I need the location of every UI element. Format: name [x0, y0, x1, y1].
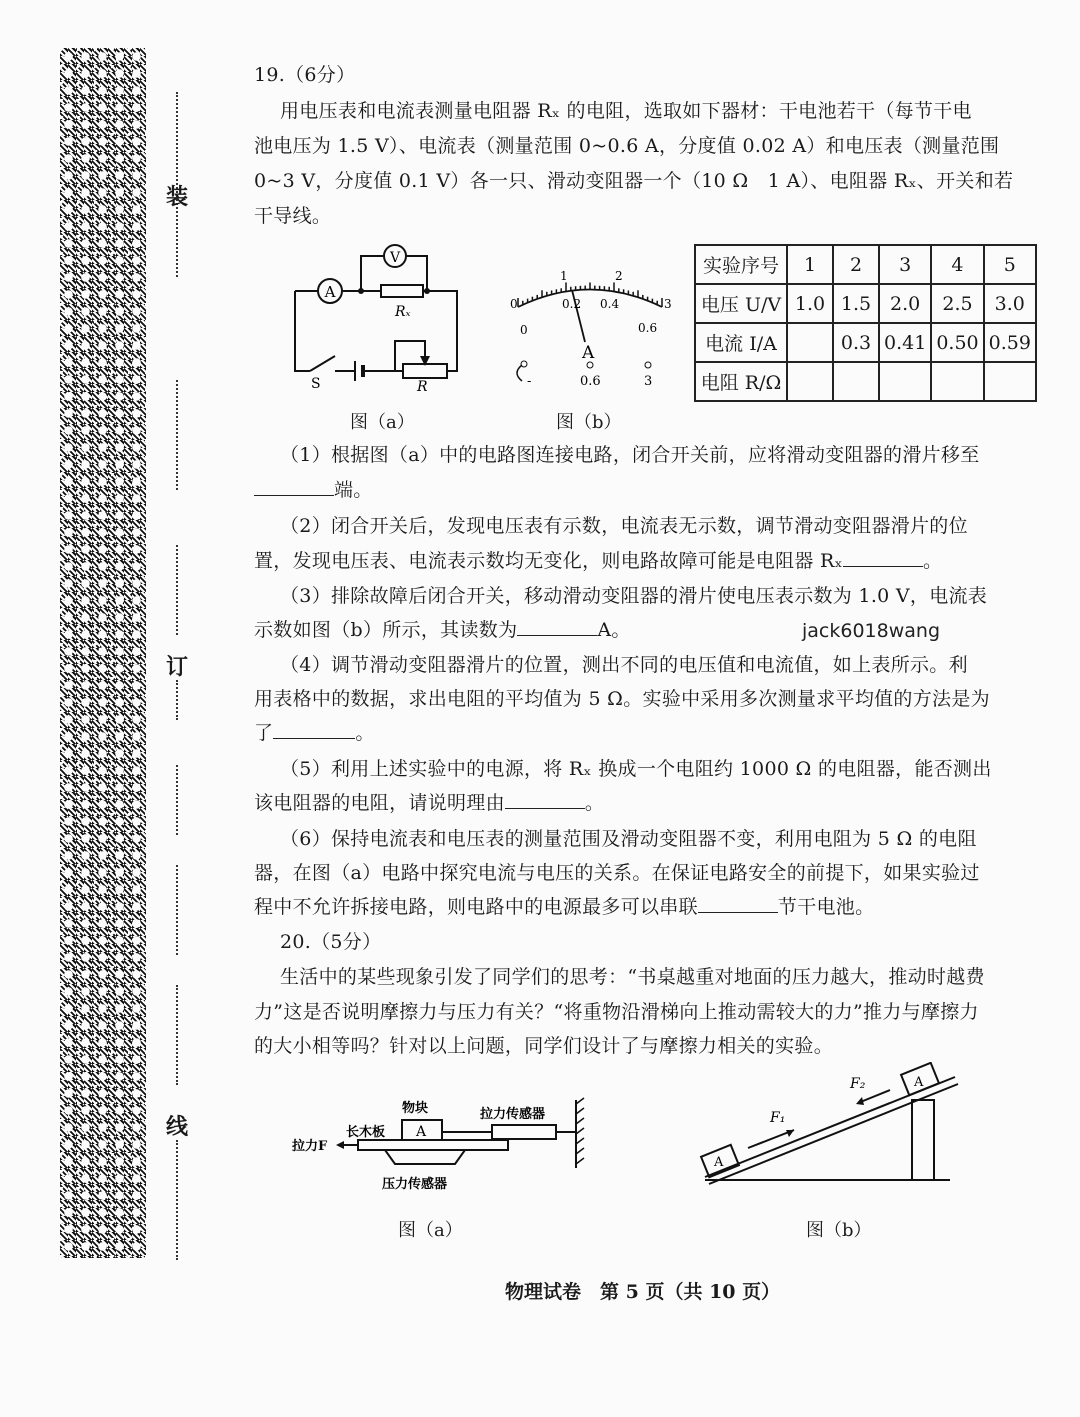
table-header: 3	[879, 245, 931, 284]
f2-label: F₂	[850, 1076, 866, 1092]
answer-blank[interactable]	[505, 788, 585, 809]
terminal-label: 3	[644, 374, 653, 389]
q19-sub6-line3	[254, 890, 874, 924]
text: 程中不允许拆接电路，则电路中的电源最多可以串联	[254, 896, 698, 918]
text: 。	[355, 722, 375, 744]
tick-label: 1	[560, 269, 568, 283]
voltmeter-label: V	[389, 250, 401, 266]
tick-label: 0.2	[562, 297, 582, 311]
block-letter: A	[714, 1155, 724, 1170]
dotted-line	[176, 680, 178, 720]
q19-sub4-line3	[254, 716, 375, 750]
table-row	[695, 362, 1036, 401]
meter-unit: A	[582, 343, 595, 363]
rheostat-label: R	[417, 379, 428, 395]
text: 该电阻器的电阻，请说明理由	[254, 792, 505, 814]
answer-blank[interactable]	[698, 892, 778, 913]
table-cell	[984, 362, 1036, 401]
table-header: 4	[931, 245, 983, 284]
q20-fig-a-caption: 图（a）	[398, 1220, 463, 1241]
q20-header: 20.（5分）	[280, 931, 382, 953]
circuit-diagram	[285, 236, 475, 396]
force-label: 拉力F	[292, 1139, 328, 1154]
q19-line: 干导线。	[254, 205, 332, 227]
q19-sub1: （1）根据图（a）中的电路图连接电路，闭合开关前，应将滑动变阻器的滑片移至	[280, 444, 980, 466]
answer-blank[interactable]	[273, 718, 355, 739]
margin-label-ding: 订	[166, 654, 189, 680]
answer-blank[interactable]	[254, 475, 334, 496]
table-cell: 0.50	[931, 323, 983, 362]
rx-label: Rₓ	[395, 304, 411, 320]
q20-line: 生活中的某些现象引发了同学们的思考：“书桌越重对地面的压力越大，推动时越费	[280, 966, 985, 988]
block-letter: A	[416, 1124, 427, 1140]
table-cell: 2.5	[931, 284, 983, 323]
table-cell: 电流 I/A	[695, 323, 787, 362]
block-letter: A	[914, 1075, 924, 1090]
ammeter-label: A	[324, 283, 336, 301]
q19-header: 19.（6分）	[254, 64, 356, 86]
table-cell	[833, 362, 879, 401]
switch-label: S	[311, 376, 321, 392]
text: 。	[923, 550, 943, 572]
margin-label-zhuang: 装	[166, 184, 189, 210]
tick-label: 3	[664, 297, 672, 311]
friction-setup-a	[290, 1092, 600, 1202]
text: 。	[584, 792, 605, 814]
page-footer: 物理试卷 第 5 页（共 10 页）	[505, 1281, 781, 1303]
table-cell: 电阻 R/Ω	[695, 362, 787, 401]
dotted-line	[176, 865, 178, 955]
table-header: 2	[833, 245, 879, 284]
table-cell: 0.3	[833, 323, 879, 362]
table-cell: 0.59	[984, 323, 1036, 362]
dotted-line	[176, 985, 178, 1085]
terminal-label: -	[527, 374, 532, 389]
margin-label-xian: 线	[166, 1114, 189, 1140]
table-cell: 0.41	[879, 323, 931, 362]
fig-a-caption: 图（a）	[350, 412, 415, 433]
table-header: 1	[787, 245, 833, 284]
fig-b-caption: 图（b）	[556, 412, 622, 433]
table-header: 5	[984, 245, 1036, 284]
q19-sub5: （5）利用上述实验中的电源，将 Rₓ 换成一个电阻约 1000 Ω 的电阻器，能否测出	[280, 758, 992, 780]
pull-sensor-label: 拉力传感器	[480, 1107, 546, 1122]
table-cell: 3.0	[984, 284, 1036, 323]
table-cell: 电压 U/V	[695, 284, 787, 323]
table-cell: 2.0	[879, 284, 931, 323]
table-cell: 1.5	[833, 284, 879, 323]
tick-label: 2	[615, 269, 623, 283]
table-cell	[787, 362, 833, 401]
tick-label: 0	[520, 323, 528, 337]
dotted-line	[176, 765, 178, 835]
q19-line: 用电压表和电流表测量电阻器 Rₓ 的电阻，选取如下器材：干电池若干（每节干电	[280, 100, 972, 122]
q19-sub3-line2	[254, 613, 631, 647]
pressure-sensor-label: 压力传感器	[382, 1177, 448, 1192]
q19-sub4: （4）调节滑动变阻器滑片的位置，测出不同的电压值和电流值，如上表所示。利	[280, 654, 968, 676]
table-cell	[931, 362, 983, 401]
text: A。	[597, 619, 631, 641]
board-label: 长木板	[346, 1125, 386, 1140]
ammeter-dial	[500, 262, 680, 392]
tick-label: 0.4	[600, 297, 620, 311]
table-cell	[879, 362, 931, 401]
table-row	[695, 284, 1036, 323]
block-label: 物块	[402, 1101, 429, 1116]
table-cell: 1.0	[787, 284, 833, 323]
q19-sub4-line2: 用表格中的数据，求出电阻的平均值为 5 Ω。实验中采用多次测量求平均值的方法是为	[254, 688, 990, 710]
q20-fig-b-caption: 图（b）	[806, 1220, 872, 1241]
table-header-row	[695, 245, 1036, 284]
dotted-line	[176, 380, 178, 490]
q19-sub2: （2）闭合开关后，发现电压表有示数，电流表无示数，调节滑动变阻器滑片的位	[280, 515, 968, 537]
tick-label: 0	[510, 297, 518, 311]
text: 置，发现电压表、电流表示数均无变化，则电路故障可能是电阻器 Rₓ	[254, 550, 843, 572]
friction-setup-b	[690, 1062, 970, 1192]
answer-blank[interactable]	[843, 546, 923, 567]
data-table	[694, 244, 1037, 402]
watermark: jack6018wang	[802, 620, 941, 642]
table-header: 实验序号	[695, 245, 787, 284]
text: 节干电池。	[777, 896, 875, 918]
text: 端。	[334, 479, 373, 501]
answer-blank[interactable]	[517, 615, 597, 636]
dotted-line	[176, 545, 178, 635]
q19-sub6: （6）保持电流表和电压表的测量范围及滑动变阻器不变，利用电阻为 5 Ω 的电阻	[280, 828, 977, 850]
q20-line: 力”这是否说明摩擦力与压力有关？“将重物沿滑梯向上推动需较大的力”推力与摩擦力	[254, 1001, 979, 1023]
q19-line: 池电压为 1.5 V）、电流表（测量范围 0~0.6 A，分度值 0.02 A）和电压表（测量范围	[254, 135, 1000, 157]
table-row	[695, 323, 1036, 362]
text: 了	[254, 722, 274, 744]
q20-line: 的大小相等吗？针对以上问题，同学们设计了与摩擦力相关的实验。	[254, 1035, 834, 1057]
binding-pattern	[60, 48, 146, 1258]
text: 示数如图（b）所示，其读数为	[254, 619, 518, 641]
dotted-line	[176, 1140, 178, 1260]
q19-sub2-line2	[254, 544, 942, 578]
q19-sub6-line2: 器，在图（a）电路中探究电流与电压的关系。在保证电路安全的前提下，如果实验过	[254, 862, 980, 884]
terminal-label: 0.6	[580, 374, 601, 389]
q19-sub1-line2	[254, 473, 373, 507]
f1-label: F₁	[770, 1110, 786, 1126]
q19-line: 0~3 V，分度值 0.1 V）各一只、滑动变阻器一个（10 Ω 1 A）、电阻器 Rₓ、开关和若	[254, 170, 1014, 192]
table-cell	[787, 323, 833, 362]
q19-sub5-line2	[254, 786, 604, 820]
tick-label: 0.6	[638, 321, 658, 335]
q19-sub3: （3）排除故障后闭合开关，移动滑动变阻器的滑片使电压表示数为 1.0 V，电流表	[280, 585, 988, 607]
